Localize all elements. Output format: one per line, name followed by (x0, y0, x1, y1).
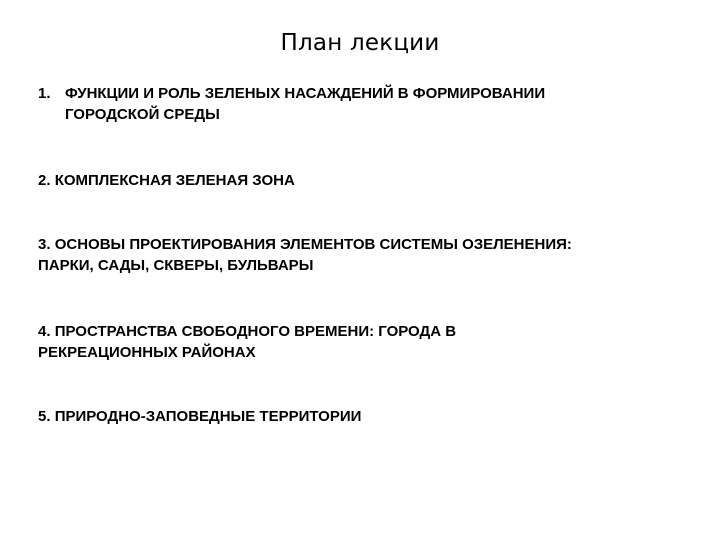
item-text-line-1: ФУНКЦИИ И РОЛЬ ЗЕЛЕНЫХ НАСАЖДЕНИЙ В ФОРМИРОВАНИИ (65, 85, 546, 102)
item-number: 3. (38, 236, 51, 253)
item-number: 4. (38, 323, 51, 340)
lecture-item-1 (38, 83, 698, 125)
item-number: 2. (38, 172, 51, 189)
lecture-item-2 (38, 170, 698, 191)
lecture-item-5 (38, 406, 698, 427)
item-text-line-2: ПАРКИ, САДЫ, СКВЕРЫ, БУЛЬВАРЫ (38, 257, 314, 274)
item-text-line-1: ПРИРОДНО-ЗАПОВЕДНЫЕ ТЕРРИТОРИИ (54, 408, 362, 425)
lecture-item-4 (38, 321, 698, 363)
item-text-line-1: ОСНОВЫ ПРОЕКТИРОВАНИЯ ЭЛЕМЕНТОВ СИСТЕМЫ ОЗЕЛЕНЕНИЯ: (54, 236, 572, 253)
item-number: 1. (38, 85, 51, 102)
item-number: 5. (38, 408, 51, 425)
slide-title: План лекции (280, 30, 440, 56)
item-text-line-2: ГОРОДСКОЙ СРЕДЫ (65, 106, 220, 123)
item-text-line-1: ПРОСТРАНСТВА СВОБОДНОГО ВРЕМЕНИ: ГОРОДА В (54, 323, 457, 340)
item-text-line-1: КОМПЛЕКСНАЯ ЗЕЛЕНАЯ ЗОНА (54, 172, 295, 189)
lecture-item-3 (38, 234, 698, 276)
item-text-line-2: РЕКРЕАЦИОННЫХ РАЙОНАХ (38, 344, 256, 361)
